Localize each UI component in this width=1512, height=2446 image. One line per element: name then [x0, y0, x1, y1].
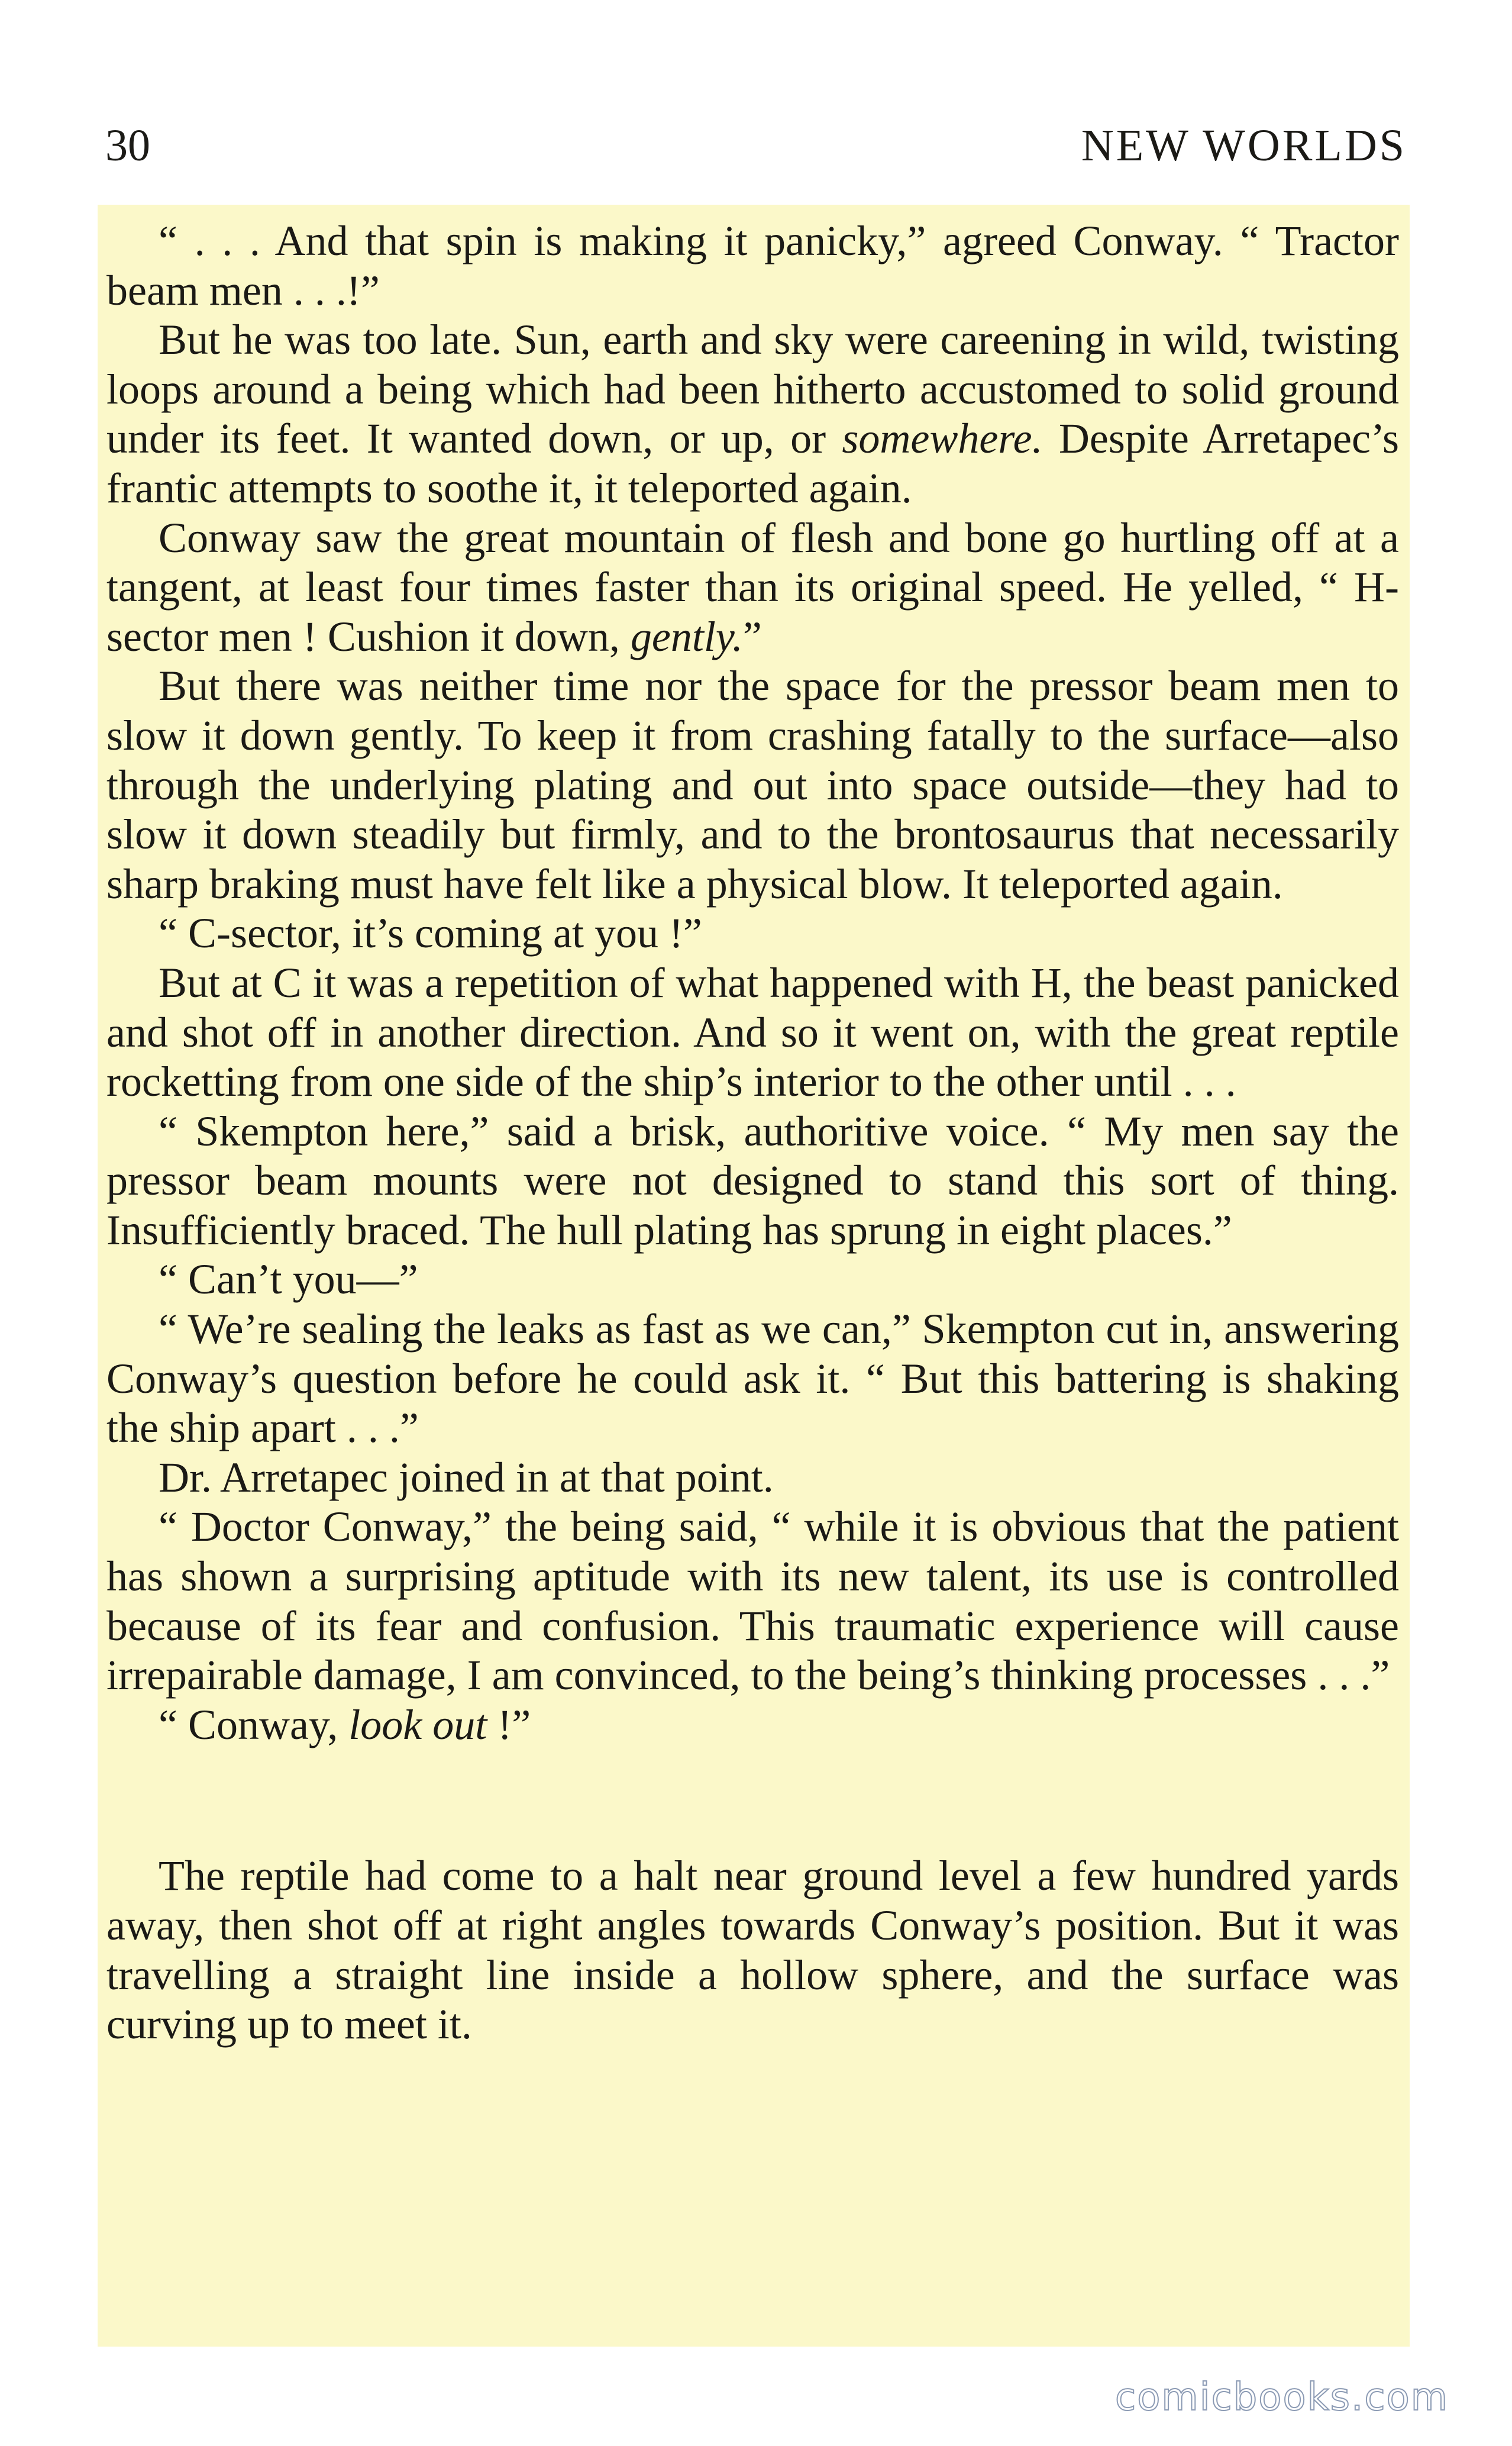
body-text	[98, 205, 1410, 2347]
watermark: comicbooks.com	[1115, 2376, 1449, 2419]
paragraph: The reptile had come to a halt near ground level a few hundred yards away, then shot off at right angles towards Conway’s position. But it was travelling a straight line inside a hollow sphere, and the surface was curving up to meet it.	[106, 1852, 1399, 2048]
paragraph: “ C-sector, it’s coming at you !”	[159, 909, 702, 957]
paragraph: But there was neither time nor the space for the pressor beam men to slow it down gently. To keep it from crashing fatally to the surface—also through the underlying plating and out into space outside—they had to slow it down steadily but firmly, and to the brontosaurus that necessarily sharp braking must have felt like a physical blow. It teleported again.	[106, 662, 1399, 908]
paragraph: “ Doctor Conway,” the being said, “ while it is obvious that the patient has shown a surprising aptitude with its new talent, its use is controlled because of its fear and confusion. This traumatic experience will cause irrepairable damage, I am convinced, to the being’s thinking processes . . .”	[106, 1503, 1399, 1699]
paragraph: “ Conway, look out !”	[159, 1700, 531, 1748]
paragraph: “ . . . And that spin is making it panicky,” agreed Conway. “ Tractor beam men . . .!”	[106, 217, 1399, 314]
paragraph: “ Skempton here,” said a brisk, authoritive voice. “ My men say the pressor beam mounts were not designed to stand this sort of thing. Insufficiently braced. The hull plating has sprung in eight places.”	[106, 1107, 1399, 1254]
paragraph: “ Can’t you—”	[159, 1256, 418, 1303]
page-number: 30	[105, 121, 150, 170]
running-head: NEW WORLDS	[1081, 121, 1407, 170]
paragraph: “ We’re sealing the leaks as fast as we can,” Skempton cut in, answering Conway’s question before he could ask it. “ But this battering is shaking the ship apart . . .”	[106, 1305, 1399, 1452]
page-header	[105, 116, 1407, 175]
paragraph: Conway saw the great mountain of flesh and bone go hurtling off at a tangent, at least four times faster than its original speed. He yelled, “ H-sector men ! Cushion it down, gently.”	[106, 514, 1399, 660]
paragraph: Dr. Arretapec joined in at that point.	[159, 1453, 774, 1501]
paragraph: But at C it was a repetition of what happened with H, the beast panicked and shot off in another direction. And so it went on, with the great reptile rocketting from one side of the ship’s interior to the other until . . .	[106, 959, 1399, 1106]
paragraph: But he was too late. Sun, earth and sky were careening in wild, twisting loops around a being which had been hitherto accustomed to solid ground under its feet. It wanted down, or up, or somewhere. Despite Arretapec’s frantic attempts to soothe it, it teleported again.	[106, 316, 1399, 512]
